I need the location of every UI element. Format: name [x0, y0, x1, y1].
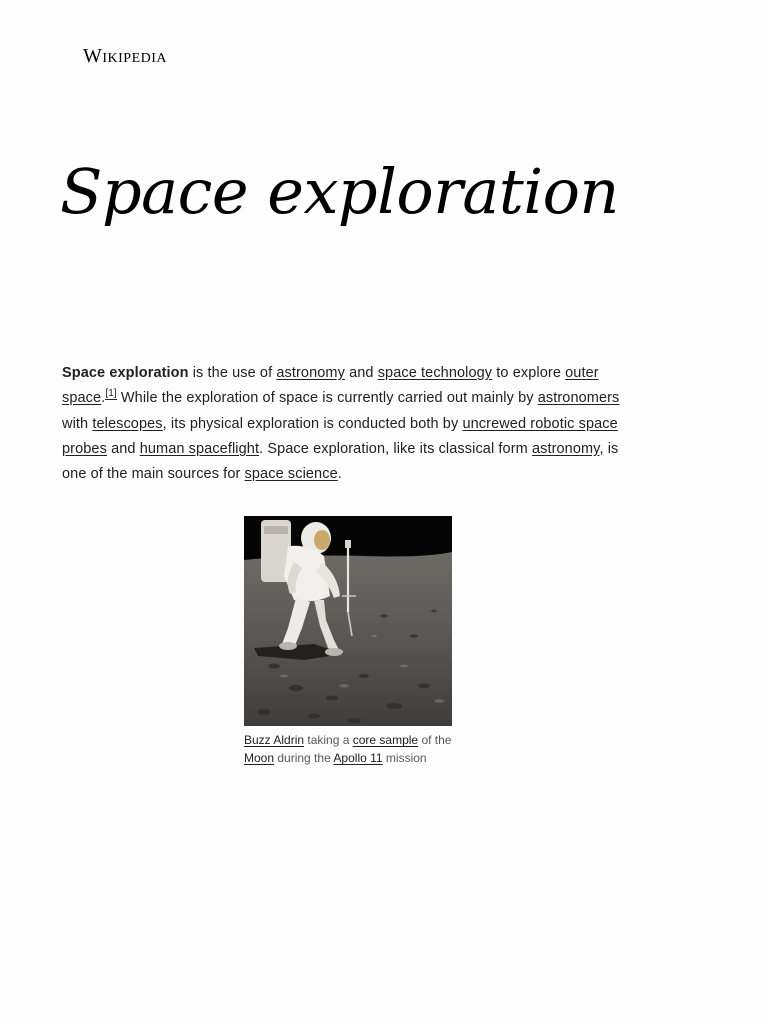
intro-paragraph [62, 361, 642, 487]
intro-text: and [106, 440, 140, 457]
intro-text: and [344, 365, 378, 381]
link-space-technology[interactable]: space technology [377, 365, 493, 381]
article-figure [244, 516, 452, 767]
caption-text: taking a [304, 733, 353, 747]
link-human-spaceflight[interactable]: human spaceflight [139, 440, 260, 457]
astronaut-on-moon-photo[interactable] [244, 516, 452, 726]
page-title: Space exploration [60, 155, 619, 228]
intro-text: , is one of the main sources for [62, 440, 619, 483]
link-uncrewed-robotic-space-probes[interactable]: uncrewed robotic space probes [62, 415, 618, 457]
intro-text: to explore [492, 365, 566, 381]
link-apollo-11[interactable]: Apollo 11 [333, 751, 383, 765]
link-space-science[interactable]: space science [244, 466, 338, 483]
link-astronomers[interactable]: astronomers [537, 390, 620, 407]
caption-text: during the [274, 751, 334, 765]
link-telescopes[interactable]: telescopes [92, 415, 163, 432]
link-outer-space[interactable]: outer space [62, 365, 599, 407]
intro-text: , its physical exploration is conducted both by [162, 415, 463, 432]
reference-superscript [105, 388, 116, 400]
intro-text: is the use of [188, 365, 277, 381]
wikipedia-logo[interactable]: Wikipedia [83, 45, 168, 67]
link-moon[interactable]: Moon [244, 751, 275, 765]
link-buzz-aldrin[interactable]: Buzz Aldrin [244, 733, 305, 747]
figure-caption [244, 731, 452, 767]
intro-text: with [62, 415, 93, 432]
link-astronomy[interactable]: astronomy [276, 365, 345, 381]
intro-text: While the exploration of space is currently carried out mainly by [116, 390, 538, 407]
caption-text: of the [418, 733, 452, 747]
intro-text: . [337, 466, 342, 483]
intro-text: . Space exploration, like its classical form [259, 440, 532, 457]
intro-text: . [101, 390, 106, 407]
reference-link-1[interactable]: [1] [105, 388, 117, 400]
lead-term: Space exploration [62, 365, 189, 381]
link-core-sample[interactable]: core sample [352, 733, 419, 747]
caption-text: mission [382, 751, 427, 765]
link-astronomy-2[interactable]: astronomy [531, 440, 600, 457]
